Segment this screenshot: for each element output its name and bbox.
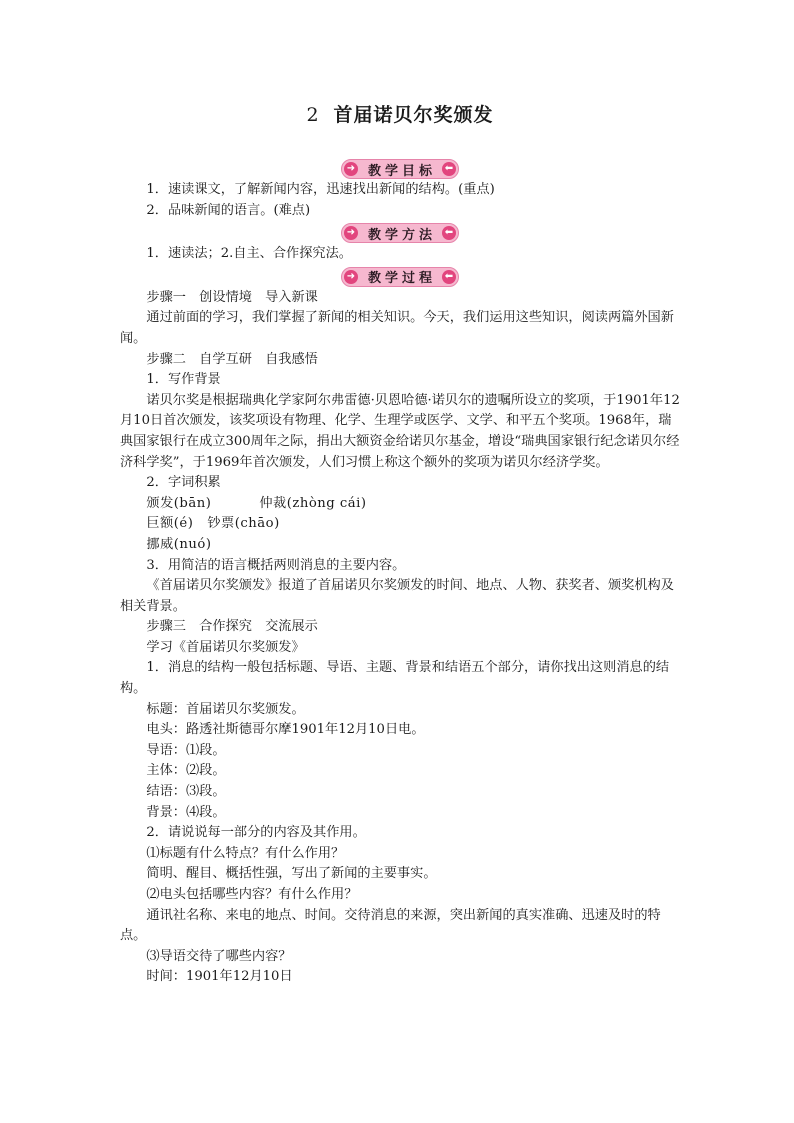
vocab-word: 巨额(é) [146, 516, 194, 532]
vocab-line-1 [120, 494, 680, 515]
question-1: ⑴标题有什么特点？有什么作用？ [146, 845, 345, 861]
answer-2: 通讯社名称、来电的地点、时间。交待消息的来源，突出新闻的真实准确、迅速及时的特点。 [120, 907, 661, 944]
question-3: ⑶导语交待了哪些内容？ [146, 948, 292, 964]
structure-background: 背景：⑷段。 [146, 804, 226, 820]
banner-methods-row [120, 223, 680, 243]
structure-question: 1．消息的结构一般包括标题、导语、主题、背景和结语五个部分，请你找出这则消息的结构。 [120, 660, 670, 697]
banner-goals-row [120, 159, 680, 179]
structure-title: 标题：首届诺贝尔奖颁发。 [146, 701, 305, 717]
methods: 1．速读法；2.自主、合作探究法。 [146, 246, 352, 262]
vocab-heading: 2．字词积累 [146, 475, 221, 491]
structure-ending: 结语：⑶段。 [146, 784, 226, 800]
vocab-line-2 [120, 514, 680, 535]
banner-process-row [120, 267, 680, 287]
banner-methods [341, 223, 459, 243]
background-heading: 1．写作背景 [146, 372, 221, 388]
question-2: ⑵电头包括哪些内容？有什么作用？ [146, 887, 358, 902]
structure-dateline: 电头：路透社斯德哥尔摩1901年12月10日电。 [146, 722, 425, 738]
answer-3: 时间：1901年12月10日 [146, 969, 293, 985]
vocab-line-3: 挪威(nuó) [146, 536, 212, 552]
summary-answer: 《首届诺贝尔奖颁发》报道了首届诺贝尔奖颁发的时间、地点、人物、获奖者、颁奖机构及相关背景。 [120, 578, 674, 614]
arrow-right-icon: ➜ [344, 270, 358, 284]
step2-heading: 步骤二 自学互研 自我感悟 [146, 351, 318, 367]
lesson-number: 2 [306, 104, 320, 126]
step1-text: 通过前面的学习，我们掌握了新闻的相关知识。今天，我们运用这些知识，阅读两篇外国新闻。 [120, 310, 674, 346]
banner-process [341, 267, 459, 287]
parts-question: 2．请说说每一部分的内容及其作用。 [146, 825, 366, 841]
lesson-title [120, 100, 680, 127]
step1-heading: 步骤一 创设情境 导入新课 [146, 289, 318, 305]
banner-methods-text: 教学方法 [367, 227, 436, 243]
vocab-word: 钞票(chāo) [207, 516, 280, 532]
background-text: 诺贝尔奖是根据瑞典化学家阿尔弗雷德·贝恩哈德·诺贝尔的遗嘱所设立的奖项，于1901年12月10日首次颁发，该奖项设有物理、化学、生理学或医学、文学、和平五个奖项。1968年，瑞典国家银行在成立300周年之际，捐出大额资金给诺贝尔基金，增设“瑞典国家银行纪念诺贝尔经济科学奖”，于1969年首次颁发，人们习惯上称这个额外的奖项为诺贝尔经济学奖。 [120, 392, 680, 470]
goal-2: 2．品味新闻的语言。(难点) [146, 202, 311, 218]
arrow-left-icon: ⬅ [442, 270, 456, 284]
answer-1: 简明、醒目、概括性强，写出了新闻的主要事实。 [146, 866, 437, 882]
document-page [120, 100, 680, 988]
banner-goals [341, 159, 459, 179]
arrow-left-icon: ⬅ [442, 226, 456, 240]
arrow-right-icon: ➜ [344, 226, 358, 240]
arrow-right-icon: ➜ [344, 162, 358, 176]
lesson-title-text: 首届诺贝尔奖颁发 [333, 104, 494, 126]
summary-question: 3．用简洁的语言概括两则消息的主要内容。 [146, 557, 406, 573]
banner-goals-text: 教学目标 [367, 163, 436, 179]
vocab-word: 颁发(bān) [146, 495, 212, 511]
structure-body: 主体：⑵段。 [146, 763, 226, 779]
structure-lead: 导语：⑴段。 [146, 742, 226, 758]
goal-1: 1．速读课文，了解新闻内容，迅速找出新闻的结构。(重点) [146, 182, 495, 197]
step3-heading: 步骤三 合作探究 交流展示 [146, 619, 318, 635]
study-title: 学习《首届诺贝尔奖颁发》 [146, 639, 305, 655]
vocab-word: 仲裁(zhòng cái) [259, 495, 367, 511]
arrow-left-icon: ⬅ [442, 162, 456, 176]
banner-process-text: 教学过程 [367, 271, 436, 287]
